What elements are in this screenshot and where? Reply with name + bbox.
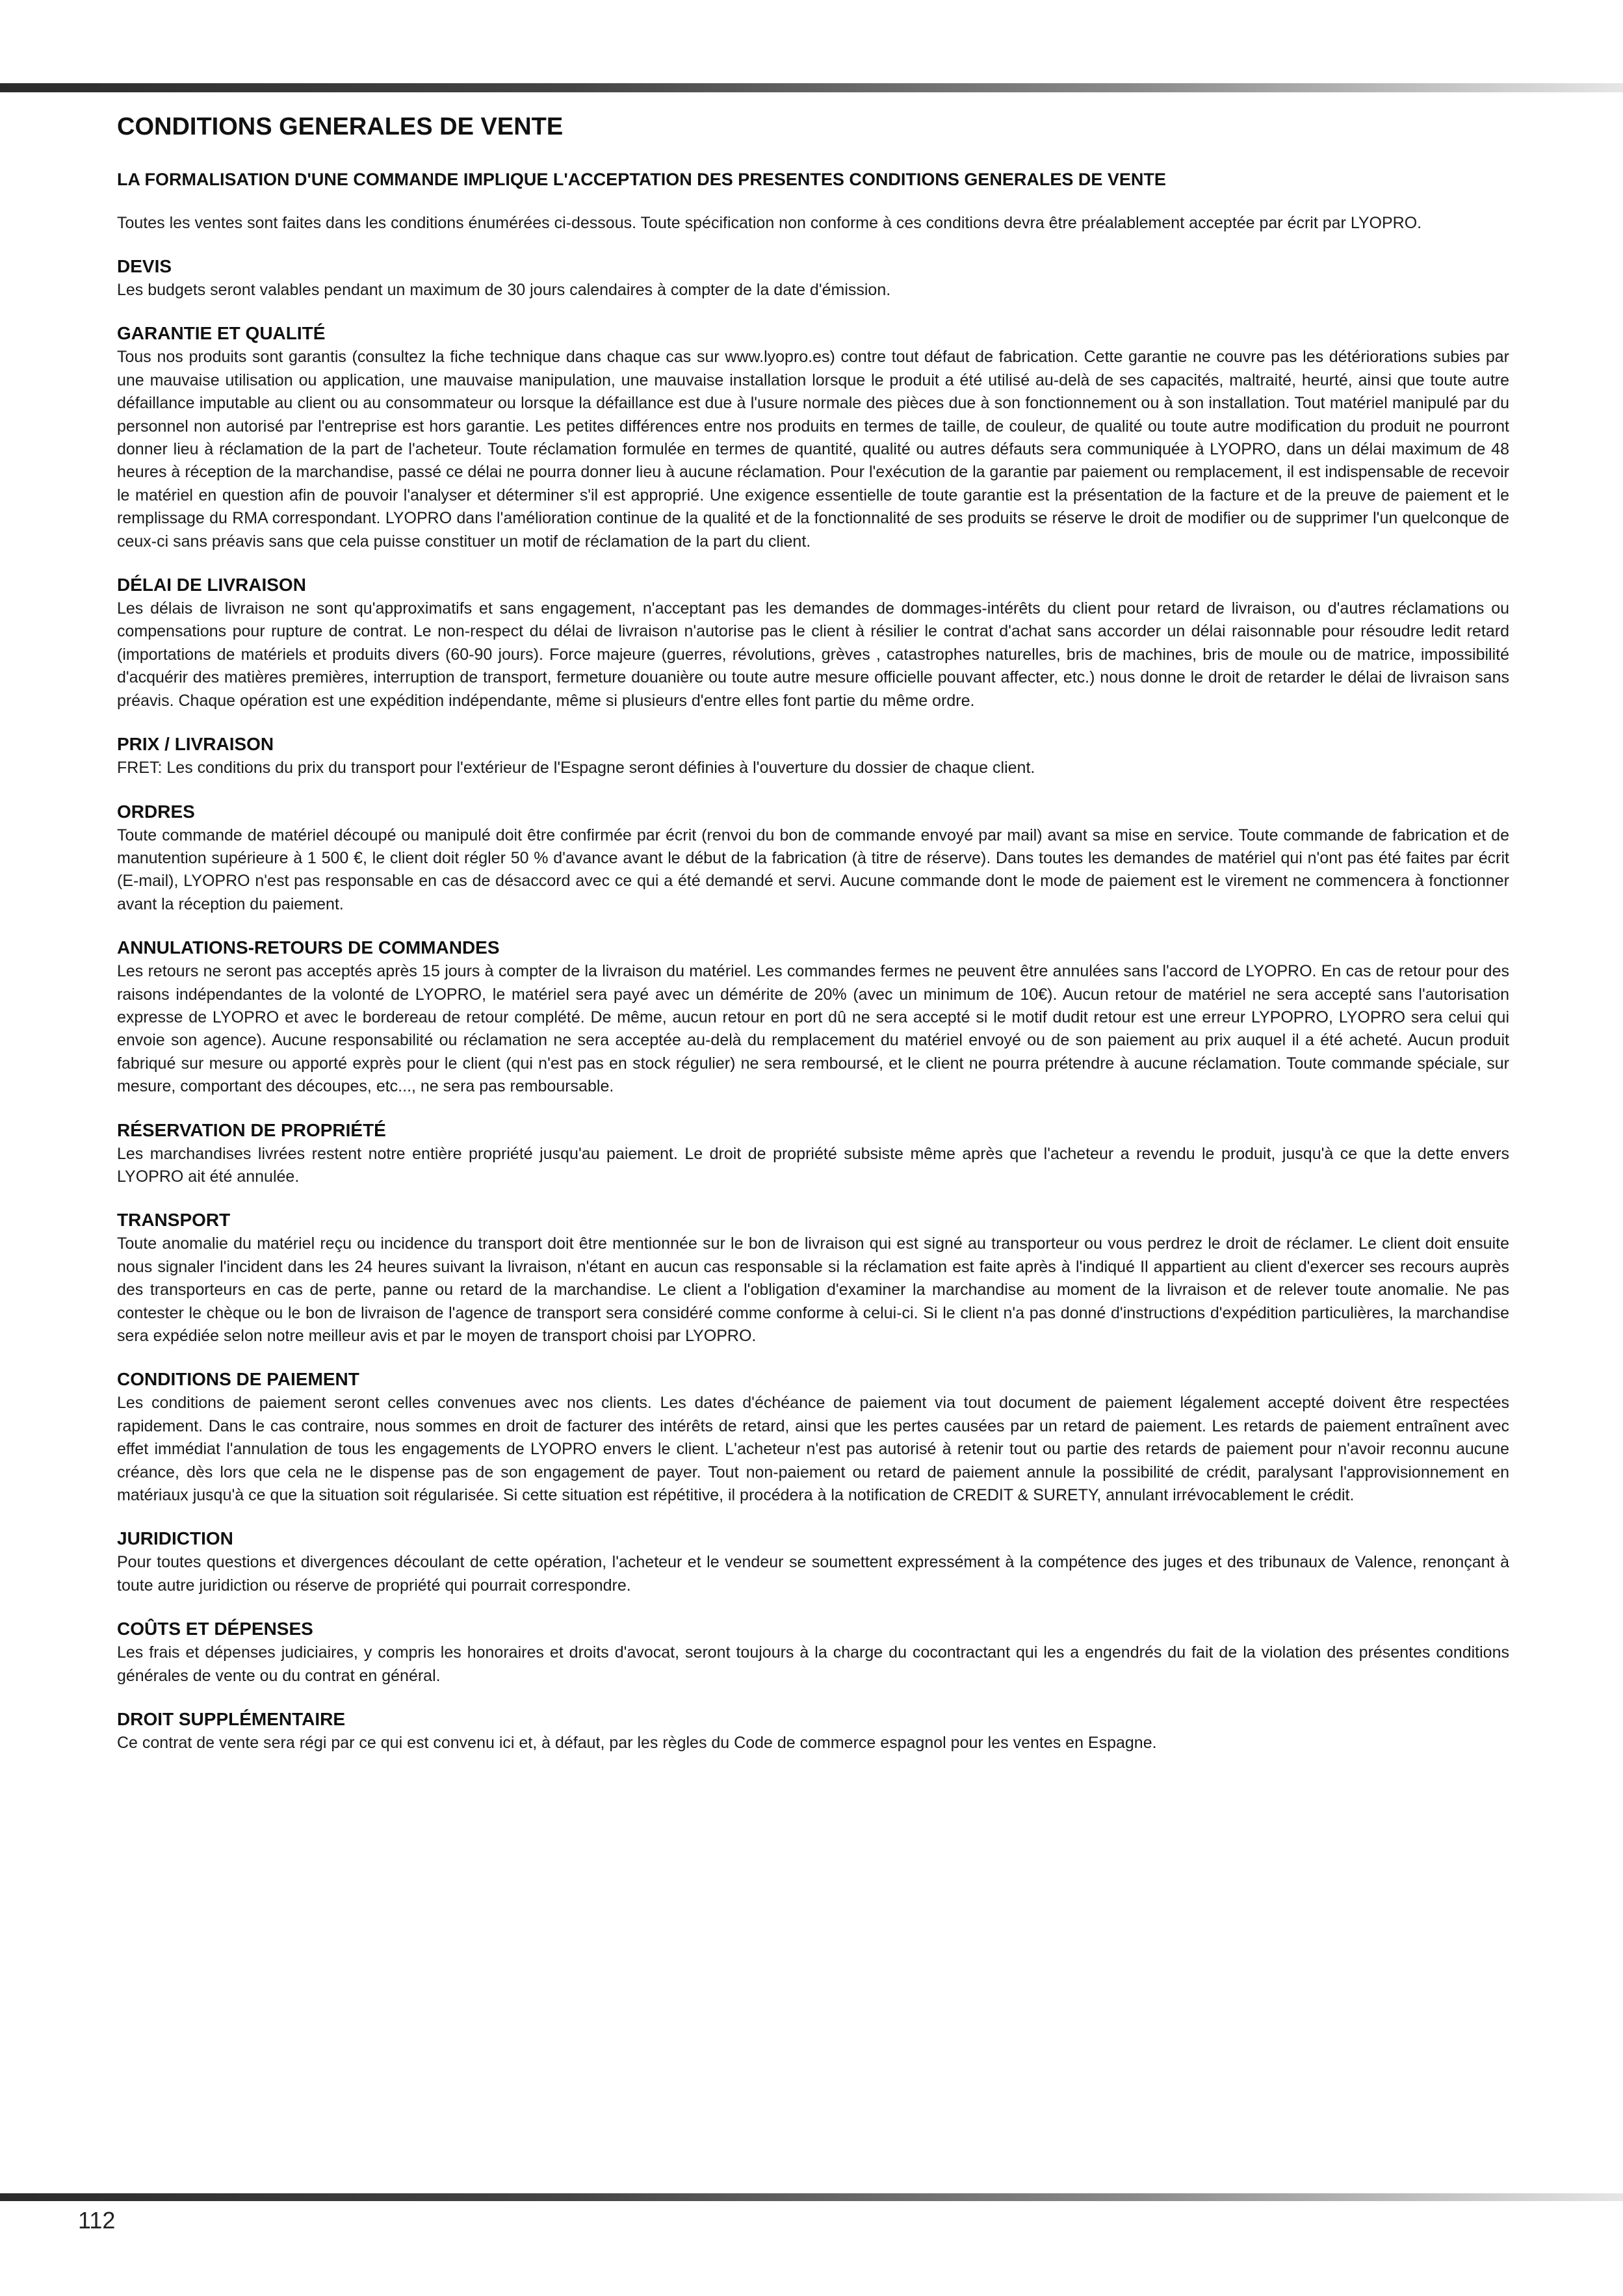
section-heading: ORDRES	[117, 801, 195, 822]
section-body: Ce contrat de vente sera régi par ce qui est convenu ici et, à défaut, par les règles du Code de commerce espagnol pour les ventes en Espagne.	[117, 1734, 1157, 1753]
section-heading: COÛTS ET DÉPENSES	[117, 1619, 313, 1639]
document-body	[117, 104, 1509, 1755]
section-prix-livraison	[117, 732, 1509, 779]
section-heading: ANNULATIONS-RETOURS DE COMMANDES	[117, 937, 500, 958]
section-heading: JURIDICTION	[117, 1528, 233, 1549]
section-heading: PRIX / LIVRAISON	[117, 734, 274, 755]
section-body: Pour toutes questions et divergences découlant de cette opération, l'acheteur et le vendeur se soumettent expressément à la compétence des juges et des tribunaux de Valence, renonçant à toute autre juridiction ou réserve de propriété qui pourrait correspondre.	[117, 1553, 1509, 1595]
section-couts-depenses	[117, 1617, 1509, 1688]
section-body: Toute anomalie du matériel reçu ou incidence du transport doit être mentionnée sur le bon de livraison qui est signé au transporteur ou vous perdrez le droit de réclamer. Le client doit ensuite nous signaler l'incident dans les 24 heures suivant la livraison, n'étant en aucun cas responsable si la réclamation est faite après à l'indiqué Il appartient au client d'exercer ses recours auprès des transporteurs en cas de perte, panne ou retard de la marchandise. Le client a l'obligation d'examiner la marchandise au moment de la livraison et de relever toute anomalie. Ne pas contester le chèque ou le bon de livraison de l'agence de transport sera considéré comme conforme à celui-ci. Si le client n'a pas donné d'instructions d'expédition particulières, la marchandise sera expédiée selon notre meilleur avis et par le moyen de transport choisi par LYOPRO.	[117, 1234, 1509, 1345]
section-annulations-retours	[117, 935, 1509, 1098]
section-transport	[117, 1208, 1509, 1348]
section-body: Tous nos produits sont garantis (consultez la fiche technique dans chaque cas sur www.lyopro.es) contre tout défaut de fabrication. Cette garantie ne couvre pas les détériorations subies par une mauvaise utilisation ou application, une mauvaise manipulation, une mauvaise installation lorsque le produit a été utilisé au-delà de ses capacités, maltraité, heurté, ainsi que toute autre défaillance imputable au client ou au consommateur ou lorsque la défaillance est due à l'usure normale des pièces due à son fonctionnement ou à son installation. Tout matériel manipulé par du personnel non autorisé par l'entreprise est hors garantie. Les petites différences entre nos produits en termes de taille, de couleur, de qualité ou toute autre modification du produit ne pourront donner lieu à réclamation de la part de l'acheteur. Toute réclamation formulée en termes de quantité, qualité ou autres défauts sera communiquée à LYOPRO, dans un délai maximum de 48 heures à réception de la marchandise, passé ce délai ne pourra donner lieu à aucune réclamation. Pour l'exécution de la garantie par paiement ou remplacement, il est indispensable de recevoir le matériel en question afin de pouvoir l'analyser et déterminer s'il est approprié. Une exigence essentielle de toute garantie est la présentation de la facture et de la preuve de paiement et le remplissage du RMA correspondant. LYOPRO dans l'amélioration continue de la qualité et de la fonctionnalité de ses produits se réserve le droit de modifier ou de supprimer l'un quelconque de ceux-ci sans préavis sans que cela puisse constituer un motif de réclamation de la part du client.	[117, 348, 1509, 551]
section-body: Les frais et dépenses judiciaires, y compris les honoraires et droits d'avocat, seront toujours à la charge du cocontractant qui les a engendrés du fait de la violation des présentes conditions générales de vente ou du contrat en général.	[117, 1643, 1509, 1685]
intro-paragraph: Toutes les ventes sont faites dans les conditions énumérées ci-dessous. Toute spécification non conforme à ces conditions devra être préalablement acceptée par écrit par LYOPRO.	[117, 214, 1422, 232]
section-droit-supplementaire	[117, 1707, 1509, 1755]
section-body: Les conditions de paiement seront celles convenues avec nos clients. Les dates d'échéance de paiement via tout document de paiement légalement accepté doivent être respectées rapidement. Dans le cas contraire, nous sommes en droit de facturer des intérêts de retard, ainsi que les pertes causées par un retard de paiement. Les retards de paiement entraînent avec effet immédiat l'annulation de tous les engagements de LYOPRO envers le client. L'acheteur n'est pas autorisé à retenir tout ou partie des retards de paiement pour n'avoir reconnu aucune créance, dès lors que cela ne le dispense pas de son engagement de payer. Tout non-paiement ou retard de paiement annule la possibilité de crédit, paralysant l'approvisionnement en matériaux jusqu'à ce que la situation soit régularisée. Si cette situation est répétitive, il procédera à la notification de CREDIT & SURETY, annulant irrévocablement le crédit.	[117, 1394, 1509, 1505]
section-body: Les délais de livraison ne sont qu'approximatifs et sans engagement, n'acceptant pas les demandes de dommages-intérêts du client pour retard de livraison, ou d'autres réclamations ou compensations pour rupture de contrat. Le non-respect du délai de livraison n'autorise pas le client à résilier le contrat d'achat sans accorder un délai raisonnable pour résoudre ledit retard (importations de matériels et produits divers (60-90 jours). Force majeure (guerres, révolutions, grèves , catastrophes naturelles, bris de machines, bris de moule ou de matrice, impossibilité d'acquérir des matières premières, interruption de transport, fermeture douanière ou toute autre mesure officielle pouvant affecter, etc.) nous donne le droit de retarder le délai de livraison sans préavis. Chaque opération est une expédition indépendante, même si plusieurs d'entre elles font partie du même ordre.	[117, 599, 1509, 710]
section-conditions-paiement	[117, 1367, 1509, 1507]
page-number: 112	[78, 2207, 116, 2234]
top-decorative-bar	[0, 83, 1623, 92]
section-heading: DEVIS	[117, 256, 172, 276]
section-heading: DROIT SUPPLÉMENTAIRE	[117, 1709, 346, 1730]
section-juridiction	[117, 1526, 1509, 1597]
section-heading: GARANTIE ET QUALITÉ	[117, 323, 326, 344]
section-delai-livraison	[117, 573, 1509, 712]
bottom-decorative-bar	[0, 2193, 1623, 2201]
section-body: Les marchandises livrées restent notre entière propriété jusqu'au paiement. Le droit de propriété subsiste même après que l'acheteur a revendu le produit, jusqu'à ce que la dette envers LYOPRO ait été annulée.	[117, 1144, 1509, 1186]
section-body: FRET: Les conditions du prix du transport pour l'extérieur de l'Espagne seront définies à l'ouverture du dossier de chaque client.	[117, 759, 1035, 777]
section-body: Les retours ne seront pas acceptés après 15 jours à compter de la livraison du matériel. Les commandes fermes ne peuvent être annulées sans l'accord de LYOPRO. En cas de retour pour des raisons indépendantes de la volonté de LYOPRO, le matériel sera payé avec un démérite de 20% (avec un minimum de 10€). Aucun retour de matériel ne sera accepté sans l'autorisation expresse de LYOPRO et avec le bordereau de retour complété. De même, aucun retour en port dû ne sera accepté si le motif dudit retour est une erreur LYPOPRO, LYOPRO sera celui qui envoie son agence). Aucune responsabilité ou réclamation ne sera acceptée au-delà du remplacement du matériel envoyé ou de son paiement au prix auquel il a été acheté. Aucun produit fabriqué sur mesure ou apporté exprès pour le client (qui n'est pas en stock régulier) ne sera remboursé, et le client ne pourra prétendre à aucune réclamation. Toute commande spéciale, sur mesure, comportant des découpes, etc..., ne sera pas remboursable.	[117, 962, 1509, 1096]
document-subtitle: LA FORMALISATION D'UNE COMMANDE IMPLIQUE L'ACCEPTATION DES PRESENTES CONDITIONS GENERALES DE VENTE	[117, 170, 1166, 189]
section-reservation-propriete	[117, 1118, 1509, 1189]
section-heading: DÉLAI DE LIVRAISON	[117, 575, 306, 595]
section-body: Toute commande de matériel découpé ou manipulé doit être confirmée par écrit (renvoi du bon de commande envoyé par mail) avant sa mise en service. Toute commande de fabrication et de manutention supérieure à 1 500 €, le client doit régler 50 % d'avance avant le début de la fabrication (à titre de réserve). Dans toutes les demandes de matériel qui n'ont pas été faites par écrit (E-mail), LYOPRO n'est pas responsable en cas de désaccord avec ce qui a été demandé et servi. Aucune commande dont le mode de paiement est le virement ne commencera à fonctionner avant la réception du paiement.	[117, 826, 1509, 913]
section-heading: TRANSPORT	[117, 1210, 231, 1231]
section-heading: CONDITIONS DE PAIEMENT	[117, 1369, 359, 1390]
section-body: Les budgets seront valables pendant un maximum de 30 jours calendaires à compter de la date d'émission.	[117, 281, 891, 299]
section-devis	[117, 254, 1509, 302]
section-heading: RÉSERVATION DE PROPRIÉTÉ	[117, 1119, 386, 1140]
document-title: CONDITIONS GENERALES DE VENTE	[117, 113, 564, 140]
section-garantie-qualite	[117, 321, 1509, 553]
section-ordres	[117, 800, 1509, 917]
